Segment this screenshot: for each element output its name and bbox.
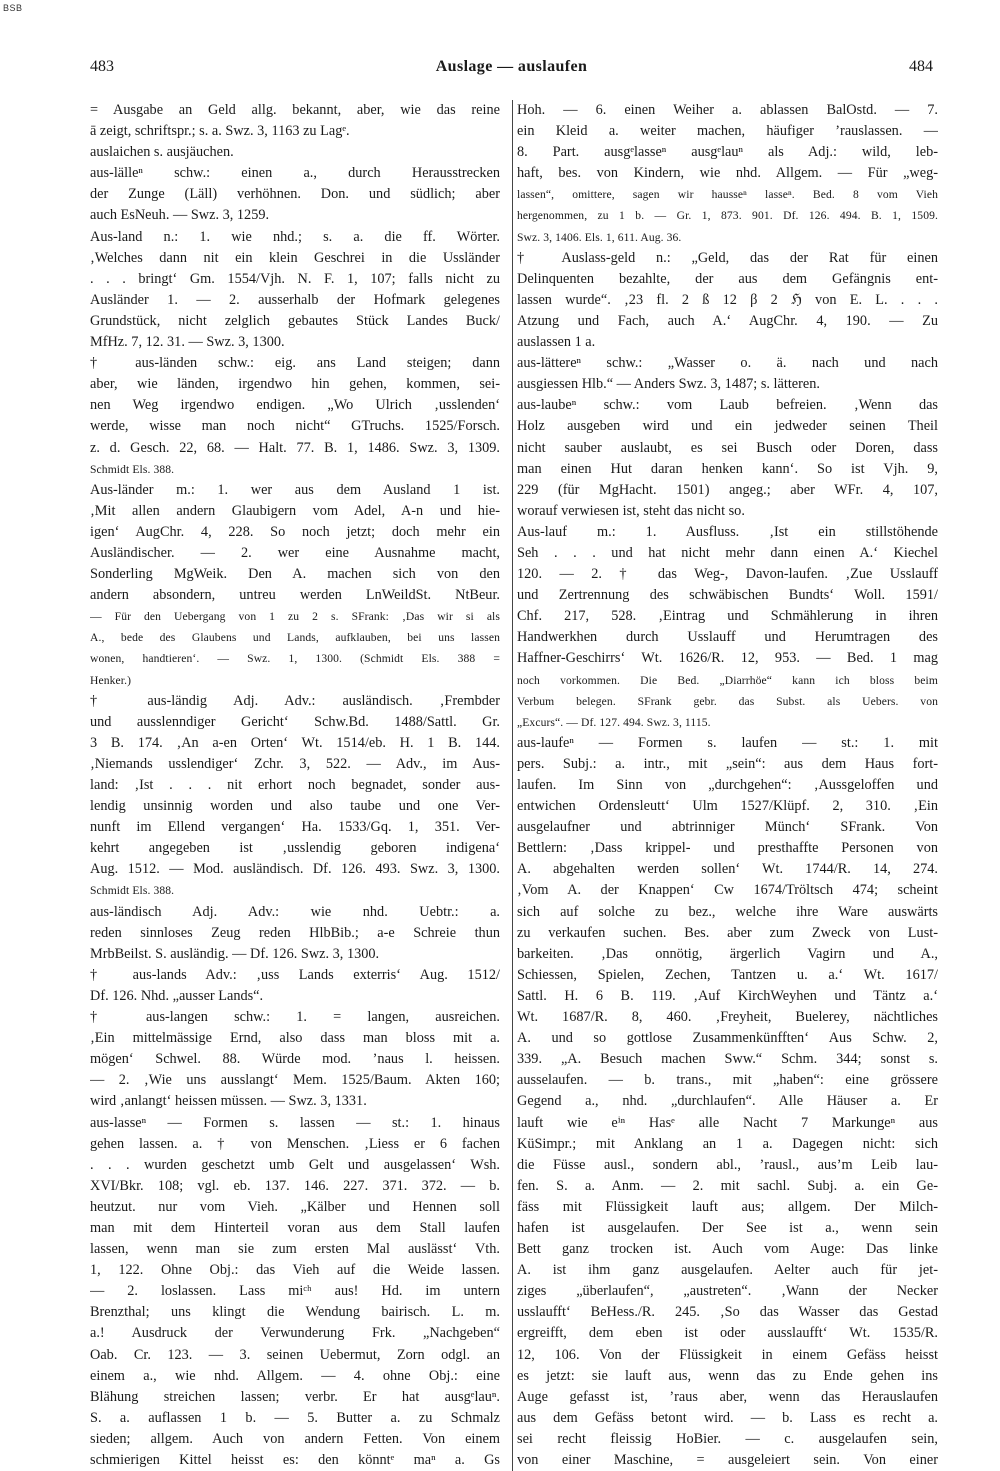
text-line: die Füsse ausl., sondern abl., ’rausl., aus’m Leib lau- [517, 1156, 938, 1173]
text-line: aus-lälleⁿ schw.: einen a., durch Herausstrecken [90, 165, 500, 182]
text-line: A., bede des Glaubens und Lands, aufklauben, bei uns lassen [90, 631, 500, 645]
text-line: Swz. 3, 1406. Els. 1, 611. Aug. 36. [517, 230, 682, 244]
page-number-left: 483 [90, 58, 114, 75]
text-line: hafen ist ausgelaufen. Der See ist a., wenn sein [517, 1219, 938, 1236]
text-line: zu verkaufen suchen. Bes. aber zum Zweck von Lust- [517, 924, 938, 941]
text-line: 229 (für MgHacht. 1501) angeg.; aber WFr. 4, 107, [517, 481, 938, 498]
text-line: MrbBeilst. S. ausländig. — Df. 126. Swz. 3, 1300. [90, 945, 380, 962]
text-line: Bettlern: ‚Dass krippel- und presthaffte Personen von [517, 840, 938, 857]
text-line: nicht sauber auslaubt, es sei Busch oder Doren, dass [517, 439, 938, 456]
text-line: Atzung und Fach, auch A.‘ AugChr. 4, 190. — Zu [517, 312, 938, 329]
text-line: pers. Subj.: a. intr., mit „sein“: aus dem Haus fort- [517, 755, 938, 772]
text-line: lassen, wenn man sie zum ersten Mal auslässt‘ Vth. [90, 1241, 500, 1258]
text-line: reden sinnloses Zeug reden HlbBib.; a-e Schreie thun [90, 924, 500, 941]
text-line: aus-laufeⁿ — Formen s. laufen — st.: 1. mit [517, 734, 938, 751]
text-line: † Auslass-geld n.: „Geld, das der Rat für einen [517, 249, 938, 266]
text-line: † aus-länden schw.: eig. ans Land steigen; dann [90, 355, 500, 372]
text-line: ausgelaufner und abtrinniger Münch‘ SFrank. Von [517, 819, 938, 836]
text-line: Grundstück, nicht zelglich gebautes Stück Landes Buck/ [90, 312, 500, 329]
text-line: sieden; allgem. Auch von andern Fetten. Von einem [90, 1430, 500, 1447]
text-line: Blähung streichen lassen; verbr. Er hat ausgᵉlauⁿ. [90, 1388, 500, 1405]
text-line: 1, 122. Ohne Obj.: das Vieh auf die Weide lassen. [90, 1262, 500, 1279]
text-line: Schmidt Els. 388. [90, 884, 175, 898]
text-line: ‚Vom A. der Knappen‘ Cw 1674/Tröltsch 474; scheint [517, 882, 938, 899]
left-column [90, 100, 500, 1471]
text-line: A. und so gottlose Zusammenkünfften‘ Aus Schw. 2, [517, 1030, 938, 1047]
text-line: und Zertrennung des schwäbischen Bundts‘ Woll. 1591/ [517, 587, 938, 604]
text-line: wird ‚anlangt‘ heissen müssen. — Swz. 3, 1331. [90, 1093, 367, 1110]
text-line: — Für den Uebergang von 1 zu 2 s. SFrank: ‚Das wir si als [90, 610, 500, 624]
text-line: sich auf solche zu bez., welche ihre Ware auswärts [517, 903, 938, 920]
text-line: S. a. auflassen 1 b. — 5. Butter a. zu Schmalz [90, 1409, 500, 1426]
text-line: Brenzthal; uns klingt die Wendung bairisch. L. m. [90, 1304, 500, 1321]
text-line: einem a., wie nhd. Allgem. — 4. ohne Obj.: eine [90, 1367, 500, 1384]
text-line: 8. Part. ausgᵉlasseⁿ ausgᵉlauⁿ als Adj.: wild, leb- [517, 144, 938, 161]
text-line: nunft im Ellend vergangen‘ Ha. 1533/Gq. 1, 351. Ver- [90, 819, 500, 836]
text-line: . . . wurden geschetzt umb Gelt und ausgelassen‘ Wsh. [90, 1156, 500, 1173]
text-line: worauf verwiesen ist, steht das nicht so. [517, 502, 745, 519]
text-line: Sattl. H. 6 B. 119. ‚Auf KirchWeyhen und Täntz a.‘ [517, 987, 938, 1004]
text-line: lassen“, omittere, sagen wir hausseⁿ lasseⁿ. Bed. 8 vom Vieh [517, 188, 938, 202]
text-line: Schiessen, Spielen, Zechen, Tantzen u. a.‘ Wt. 1617/ [517, 966, 938, 983]
text-line: — 2. ‚Wie uns ausslangt‘ Mem. 1525/Baum. Akten 160; [90, 1072, 500, 1089]
text-line: † aus-langen schw.: 1. = langen, ausreichen. [90, 1009, 500, 1026]
text-line: . . . bringt‘ Gm. 1554/Vjh. N. F. 1, 107; falls nicht zu [90, 270, 500, 287]
text-line: 3 B. 174. ‚An a-en Orten‘ Wt. 1514/eb. H. 1 B. 144. [90, 734, 500, 751]
text-line: Delinquenten bezahlte, der aus dem Gefängnis ent- [517, 270, 938, 287]
text-line: 120. — 2. † das Weg-, Davon-laufen. ‚Zue Usslauff [517, 566, 938, 583]
text-line: „Excurs“. — Df. 127. 494. Swz. 3, 1115. [517, 715, 711, 729]
text-line: Handwerkhen durch Usslauff und Herumtragen des [517, 629, 938, 646]
text-line: ‚Mit allen andern Glaubigern vom Adel, A-n und hie- [90, 502, 500, 519]
text-line: und ausslenndiger Gericht‘ Schw.Bd. 1488/Sattl. Gr. [90, 713, 500, 730]
text-line: andern absondern, untreu werden LnWeildSt. NtBeur. [90, 587, 500, 604]
text-line: aus-laubeⁿ schw.: vom Laub befreien. ‚Wenn das [517, 397, 938, 414]
text-line: KüSimpr.; mit Anklang an 1 a. Dagegen nicht: sich [517, 1135, 938, 1152]
text-line: Ausländischer. — 2. wer eine Ausnahme macht, [90, 544, 500, 561]
text-line: Chf. 217, 528. ‚Eintrag und Schmählerung in ihren [517, 608, 938, 625]
text-line: land: ‚Ist . . . nit erhort noch begnadet, sonder aus- [90, 777, 500, 793]
text-line: lassen wurde“. ‚23 fl. 2 ß 12 β 2 ℌ von E. L. . . . [517, 291, 938, 308]
text-line: Df. 126. Nhd. „ausser Lands“. [90, 987, 264, 1004]
text-line: Holz ausgeben wird und ein jedweder seinen Theil [517, 418, 938, 435]
text-line: 339. „A. Besuch machen Sww.“ Schm. 344; sonst s. [517, 1051, 938, 1068]
text-line: Haffner-Geschirrs‘ Wt. 1626/R. 12, 953. — Bed. 1 mag [517, 650, 938, 667]
text-line: ein Kleid a. weiter machen, häufiger ’rauslassen. — [517, 123, 938, 140]
page-number-right: 484 [909, 58, 933, 75]
page-header [90, 58, 933, 82]
text-line: man einen Hut daran henken kann‘. So ist Vjh. 9, [517, 460, 938, 477]
text-line: Bett ganz trocken ist. Auch vom Auge: Das linke [517, 1241, 938, 1258]
text-line: Sonderling MgWeik. Den A. machen sich von den [90, 566, 500, 583]
text-line: ‚Niemands usslendiger‘ Zchr. 3, 522. — Adv., im Aus- [90, 755, 500, 772]
text-line: barkeiten. ‚Das onnötig, ärgerlich Vagirn und A., [517, 945, 938, 962]
text-line: Hoh. — 6. einen Weiher a. ablassen BalOstd. — 7. [517, 102, 938, 118]
text-line: A. abgehalten werden sollen‘ Wt. 1744/R. 14, 274. [517, 861, 938, 878]
text-line: Oab. Cr. 123. — 3. seinen Uebermut, Zorn odgl. an [90, 1346, 500, 1363]
text-line: auch EsNeuh. — Swz. 3, 1259. [90, 207, 270, 224]
text-line: XVI/Bkr. 108; vgl. eb. 137. 146. 227. 371. 372. — b. [90, 1177, 500, 1194]
text-line: von einer Maschine, = ausgeleiert sein. Von einer [517, 1452, 938, 1468]
text-line: sei recht fleissig HoBier. — c. ausgelaufen sein, [517, 1430, 938, 1447]
text-line: Aus-länder m.: 1. wer aus dem Ausland 1 ist. [90, 481, 500, 498]
text-line: Wt. 1687/R. 8, 460. ‚Freyheit, Buelerey, nächtliches [517, 1009, 938, 1026]
text-line: Verbum belegen. SFrank gebr. das Subst. als Uebers. von [517, 694, 938, 708]
text-line: aber, wie länden, irgendwo hin gehen, kommen, sei- [90, 376, 500, 393]
text-line: A. ist ihm ganz ausgelaufen. Aelter auch für jet- [517, 1262, 938, 1279]
text-line: hergenommen, zu 1 b. — Gr. 1, 873. 901. Df. 126. 494. B. 1, 1509. [517, 209, 938, 223]
text-line: Aus-land n.: 1. wie nhd.; s. a. die ff. Wörter. [90, 228, 500, 245]
text-line: werde, wisse man noch nicht“ GTruchs. 1525/Forsch. [90, 418, 500, 435]
text-line: wonen, handtieren‘. — Swz. 1, 1300. (Schmidt Els. 388 = [90, 652, 500, 666]
text-line: heutzut. nur vom Vieh. „Kälber und Hennen soll [90, 1198, 500, 1215]
text-line: nen Weg irgendwo endigen. „Wo Ulrich ‚usslenden‘ [90, 397, 500, 414]
text-line: auslaichen s. ausjäuchen. [90, 144, 234, 161]
text-line: Aug. 1512. — Mod. ausländisch. Df. 126. 493. Swz. 3, 1300. [90, 861, 500, 878]
text-line: 12, 106. Von der Flüssigkeit in einem Gefäss heisst [517, 1346, 938, 1363]
text-line: ‚Welches dann nit ein klein Geschrei in die Ussländer [90, 249, 500, 266]
text-line: aus-lasseⁿ — Formen s. lassen — st.: 1. hinaus [90, 1114, 500, 1131]
text-line: aus-lättereⁿ schw.: „Wasser o. ä. nach und nach [517, 355, 938, 372]
text-line: † aus-ländig Adj. Adv.: ausländisch. ‚Frembder [90, 692, 500, 709]
text-line: Schmidt Els. 388. [90, 462, 175, 476]
text-line: gehen lassen. a. † von Menschen. ‚Liess er 6 fachen [90, 1135, 500, 1152]
text-line: Ausländer 1. — 2. ausserhalb der Hofmark gelegenes [90, 291, 500, 308]
text-line: schmierigen Kittel heisst es: den könntᵉ maⁿ a. Gs [90, 1452, 500, 1468]
text-line: lendig unsinnig worden und also taube und one Ver- [90, 798, 500, 815]
text-line: MfHz. 7, 12. 31. — Swz. 3, 1300. [90, 334, 285, 351]
page-title: Auslage — auslaufen [435, 58, 588, 75]
text-line: ausgiessen Hlb.“ — Anders Swz. 3, 1487; s. lätteren. [517, 376, 820, 393]
text-line: haft, bes. von Kindern, wie nhd. Allgem. — Für „weg- [517, 165, 938, 182]
text-line: a.! Ausdruck der Verwunderung Frk. „Nachgeben“ [90, 1325, 500, 1342]
text-line: man mit dem Hinterteil voran aus dem Stall laufen [90, 1219, 500, 1236]
text-line: aus dem Gefäss betont wird. — b. Lass es recht a. [517, 1409, 938, 1426]
right-column [512, 100, 938, 1471]
text-line: entwichen Ordensleutt‘ Ulm 1527/Klüpf. 2, 310. ‚Ein [517, 798, 938, 815]
library-stamp: BSB [3, 3, 23, 13]
text-line: ergreifft, dem eben ist oder ausslaufft‘ Wt. 1535/R. [517, 1325, 938, 1342]
text-line: Gegend a., nhd. „durchlaufen“. Alle Häuser a. Er [517, 1093, 938, 1110]
text-line: mögen‘ Schwel. 88. Würde mod. ’naus l. heissen. [90, 1051, 500, 1068]
text-line: ‚Ein mittelmässige Ernd, also dass man bloss mit a. [90, 1030, 500, 1047]
text-line: es jetzt: sie lauft aus, wenn das zu Ende gehen ins [517, 1367, 938, 1384]
text-line: noch vorkommen. Die Bed. „Diarrhöe“ kann ich bloss beim [517, 673, 938, 687]
text-line: lauft wie eⁱⁿ Hasᵉ alle Nacht 7 Markungeⁿ aus [517, 1114, 938, 1131]
text-line: usslaufft‘ BeHess./R. 245. ‚So das Wasser das Gestad [517, 1304, 938, 1321]
text-line: Henker.) [90, 673, 132, 687]
text-line: fen. S. a. Anm. — 2. mit sachl. Subj. a. ein Ge- [517, 1177, 938, 1194]
text-line: fäss mit Flüssigkeit lauft aus; allgem. Der Milch- [517, 1198, 938, 1215]
text-line: Seh . . . und hat nicht mehr dann einen A.‘ Kiechel [517, 544, 938, 561]
text-line: z. d. Gesch. 22, 68. — Halt. 77. B. 1, 1486. Swz. 3, 1309. [90, 439, 500, 456]
text-line: = Ausgabe an Geld allg. bekannt, aber, wie das reine [90, 102, 500, 118]
text-line: Auge gefasst ist, ’raus aber, wenn das Herauslaufen [517, 1388, 938, 1405]
text-line: der Zunge (Läll) verhöhnen. Don. und südlich; aber [90, 186, 500, 203]
text-line: kehrt angegeben ist ‚usslendig geboren indigena‘ [90, 840, 500, 857]
text-line: † aus-lands Adv.: ‚uss Lands exterris‘ Aug. 1512/ [90, 966, 500, 983]
text-line: ausselaufen. — b. trans., mit „haben“: eine grössere [517, 1072, 938, 1089]
text-line: auslassen 1 a. [517, 334, 596, 351]
text-line: igen‘ AugChr. 4, 228. So noch jetzt; doch mehr ein [90, 523, 500, 540]
text-line: ziges „überlaufen“, „austreten“. ‚Wann der Necker [517, 1283, 938, 1300]
text-line: — 2. loslassen. Lass miᶜʰ aus! Hd. im untern [90, 1283, 500, 1300]
text-line: ā zeigt, schriftspr.; s. a. Swz. 3, 1163 zu Lagᵉ. [90, 123, 350, 140]
text-line: Aus-lauf m.: 1. Ausfluss. ‚Ist ein stillstöhende [517, 523, 938, 540]
text-line: laufen. Im Sinn von „durchgehen“: ‚Aussgeloffen und [517, 777, 938, 793]
text-line: aus-ländisch Adj. Adv.: wie nhd. Uebtr.: a. [90, 903, 500, 920]
